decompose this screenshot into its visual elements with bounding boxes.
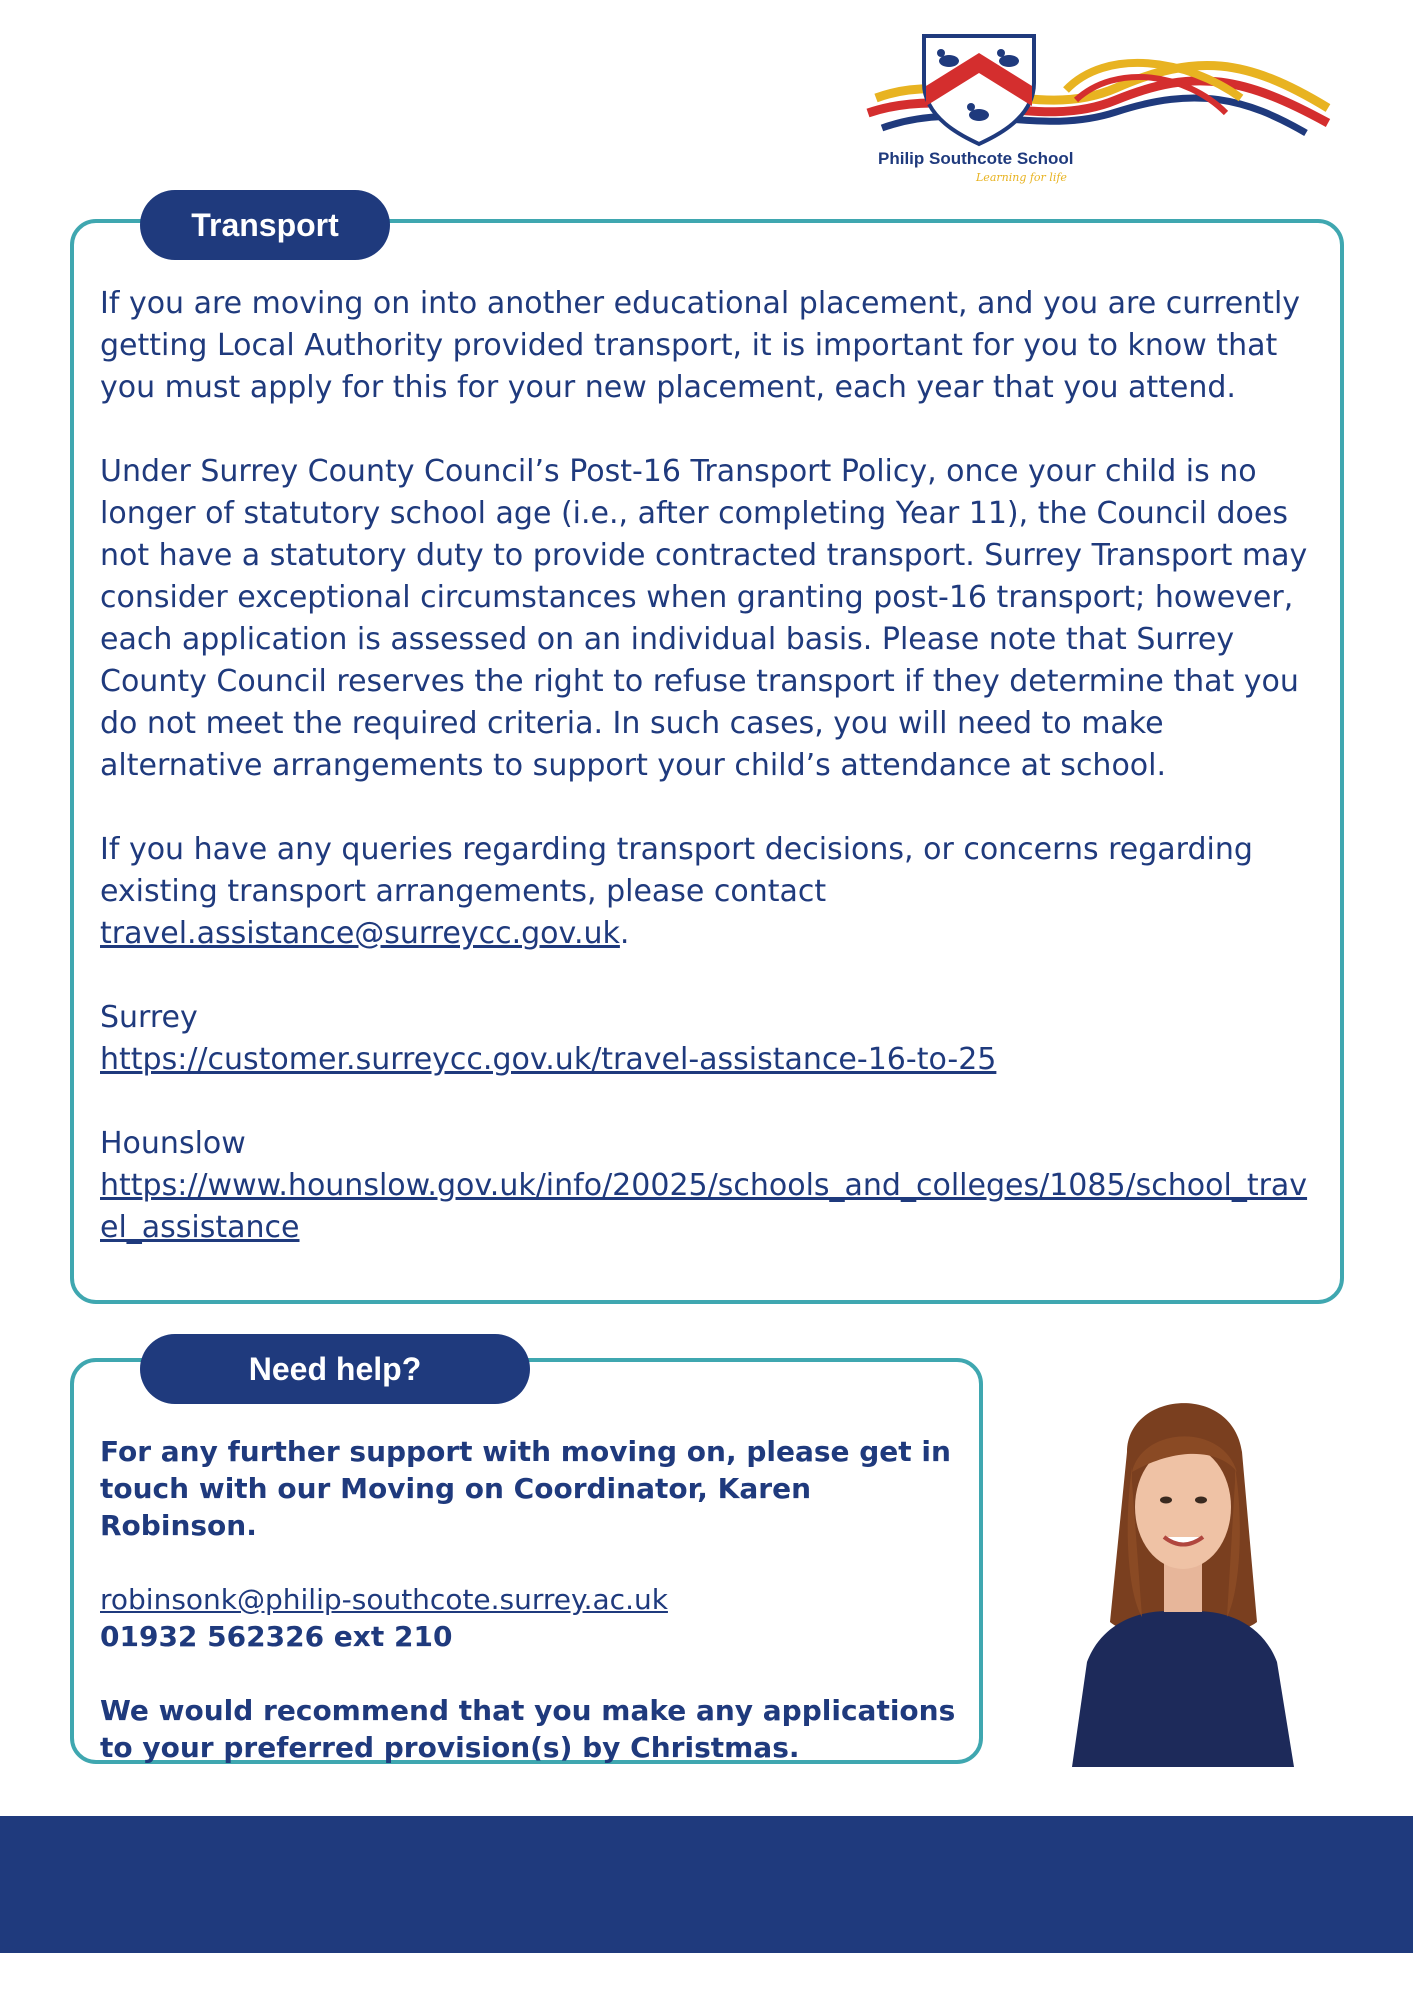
school-tagline: Learning for life	[976, 171, 1067, 184]
help-heading: Need help?	[140, 1334, 530, 1404]
transport-paragraph-3	[100, 829, 1315, 955]
surrey-block	[100, 997, 1315, 1081]
transport-heading: Transport	[140, 190, 390, 260]
travel-assistance-email-link[interactable]: travel.assistance@surreycc.gov.uk	[100, 916, 620, 951]
hounslow-travel-link[interactable]: https://www.hounslow.gov.uk/info/20025/schools_and_colleges/1085/school_travel_assistance	[100, 1168, 1308, 1245]
school-crest-icon	[866, 28, 1336, 148]
coordinator-phone: 01932 562326 ext 210	[100, 1620, 453, 1653]
hounslow-block	[100, 1123, 1315, 1249]
surrey-label: Surrey	[100, 1000, 198, 1035]
footer-band	[0, 1816, 1413, 1953]
period: .	[619, 916, 630, 951]
school-logo	[866, 28, 1336, 193]
help-intro: For any further support with moving on, please get in touch with our Moving on Coordinator, Karen Robinson.	[100, 1435, 951, 1542]
surrey-travel-link[interactable]: https://customer.surreycc.gov.uk/travel-assistance-16-to-25	[100, 1042, 997, 1077]
transport-content	[100, 283, 1315, 1249]
person-portrait-icon	[1032, 1372, 1332, 1767]
help-contact	[100, 1581, 960, 1655]
transport-contact-text: If you have any queries regarding transport decisions, or concerns regarding existing transport arrangements, please contact	[100, 832, 1253, 909]
school-name: Philip Southcote School	[878, 149, 1074, 168]
coordinator-email-link[interactable]: robinsonk@philip-southcote.surrey.ac.uk	[100, 1583, 668, 1616]
transport-paragraph-2: Under Surrey County Council’s Post-16 Transport Policy, once your child is no longer of statutory school age (i.e., after completing Year 11), the Council does not have a statutory duty to provide contracted transport. Surrey Transport may consider exceptional circumstances when granting post-16 transport; however, each application is assessed on an individual basis. Please note that Surrey County Council reserves the right to refuse transport if they determine that you do not meet the required criteria. In such cases, you will need to make alternative arrangements to support your child’s attendance at school.	[100, 454, 1308, 783]
transport-paragraph-1: If you are moving on into another educational placement, and you are currently getting Local Authority provided transport, it is important for you to know that you must apply for this for your new placement, each year that you attend.	[100, 286, 1301, 405]
coordinator-photo	[1032, 1372, 1332, 1767]
help-recommendation: We would recommend that you make any applications to your preferred provision(s) by Christmas.	[100, 1694, 956, 1764]
hounslow-label: Hounslow	[100, 1126, 246, 1161]
help-content	[100, 1433, 960, 1803]
